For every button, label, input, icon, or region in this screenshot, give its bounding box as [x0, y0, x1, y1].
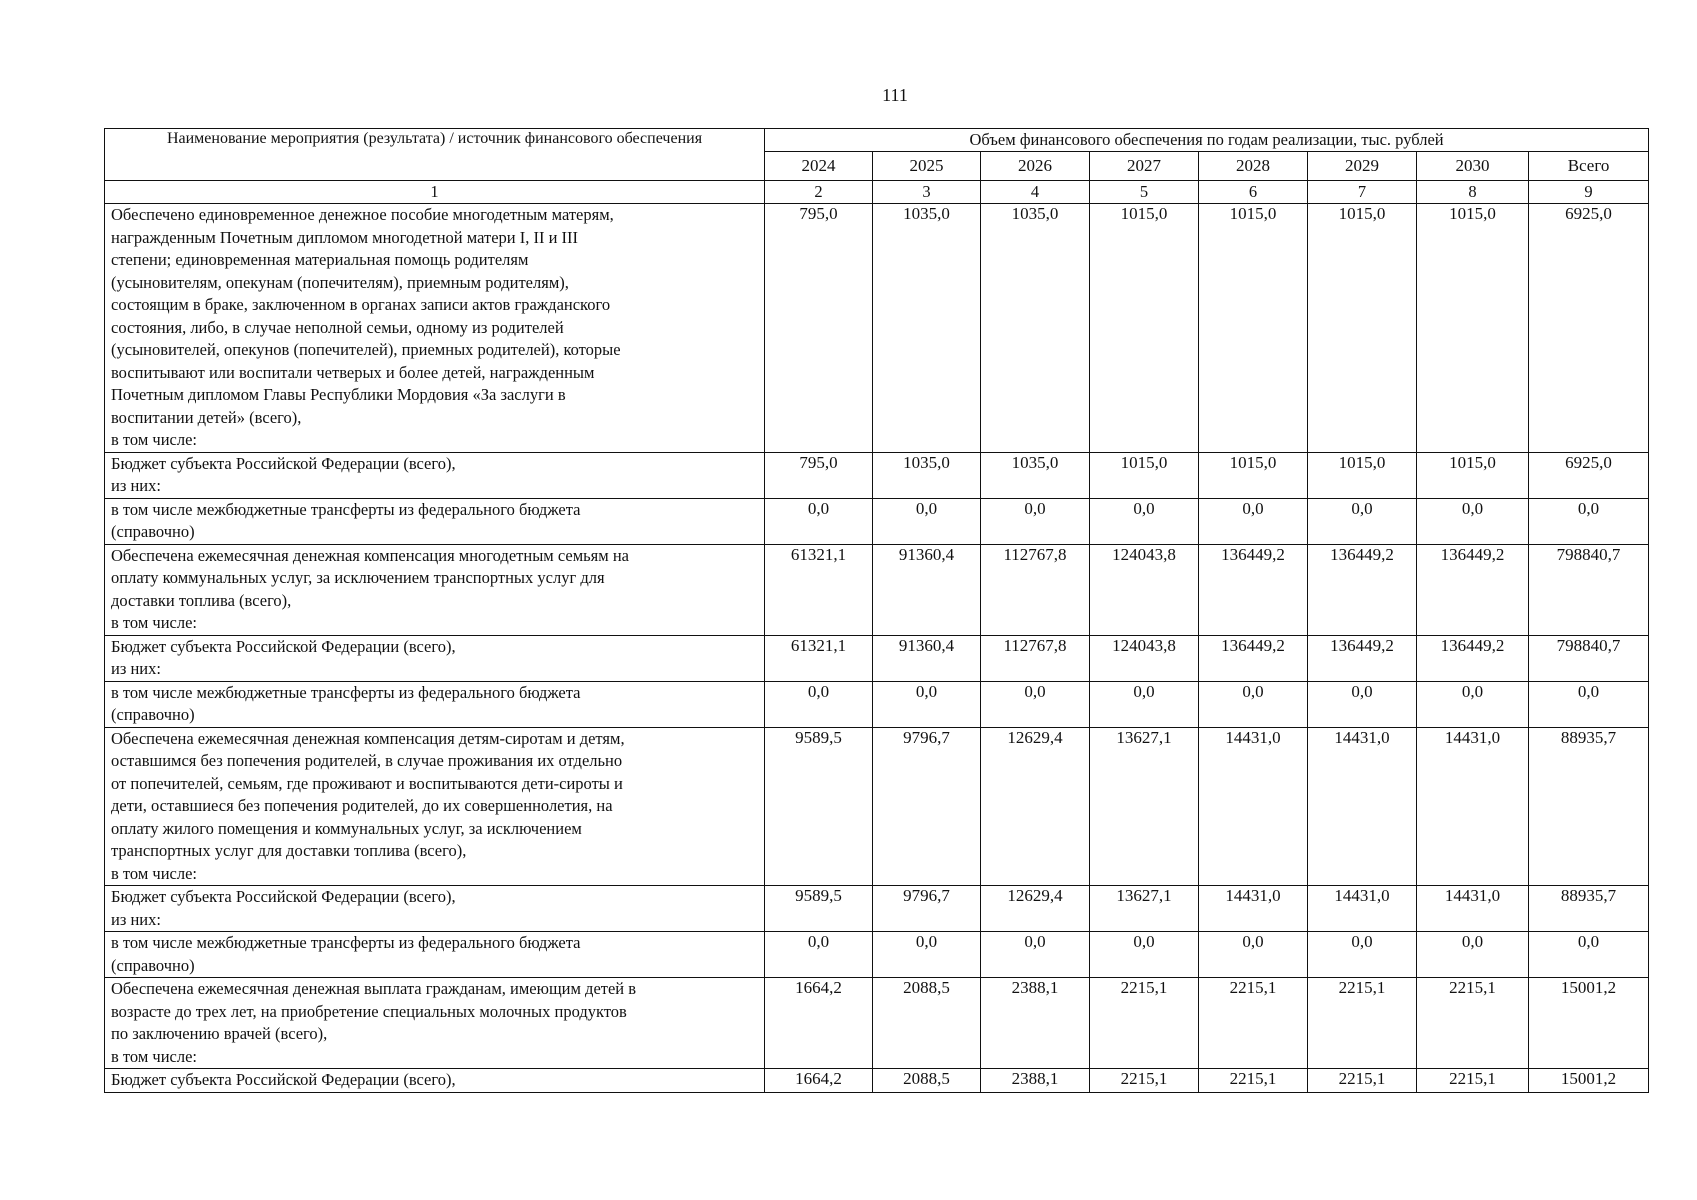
- value-cell: 124043,8: [1090, 544, 1199, 635]
- value-cell: 0,0: [1417, 932, 1529, 978]
- column-number-2: 3: [873, 181, 981, 204]
- table-row: [105, 452, 1649, 498]
- value-cell: 1015,0: [1090, 452, 1199, 498]
- value-cell: 0,0: [1417, 498, 1529, 544]
- row-name-line: (справочно): [111, 705, 195, 724]
- column-number-5: 6: [1199, 181, 1308, 204]
- column-number-4: 5: [1090, 181, 1199, 204]
- value-cell: 14431,0: [1199, 727, 1308, 886]
- row-name-line: в том числе:: [111, 863, 198, 883]
- row-name-line: из них:: [111, 909, 161, 929]
- table-row: [105, 727, 1649, 886]
- value-cell: 0,0: [1308, 498, 1417, 544]
- table-row: [105, 498, 1649, 544]
- value-cell: 2215,1: [1090, 1069, 1199, 1093]
- row-name-cell: [105, 886, 765, 932]
- row-name-line: дети, оставшиеся без попечения родителей, до их совершеннолетия, на: [111, 796, 613, 815]
- row-name-line: в том числе:: [111, 1046, 198, 1066]
- value-cell: 0,0: [1529, 681, 1649, 727]
- row-name-line: оплату жилого помещения и коммунальных услуг, за исключением: [111, 818, 582, 838]
- value-cell: 14431,0: [1417, 886, 1529, 932]
- value-cell: 795,0: [765, 452, 873, 498]
- value-cell: 14431,0: [1417, 727, 1529, 886]
- row-name-line: в том числе межбюджетные трансферты из федерального бюджета: [111, 499, 581, 519]
- column-number-6: 7: [1308, 181, 1417, 204]
- row-name-line: в том числе межбюджетные трансферты из федерального бюджета: [111, 682, 581, 702]
- value-cell: 1015,0: [1417, 204, 1529, 453]
- value-cell: 0,0: [981, 932, 1090, 978]
- value-cell: 0,0: [981, 498, 1090, 544]
- financing-table: [104, 128, 1649, 1093]
- value-cell: 9589,5: [765, 886, 873, 932]
- row-name-line: доставки топлива (всего),: [111, 590, 292, 610]
- row-name-cell: [105, 635, 765, 681]
- row-name-line: в том числе межбюджетные трансферты из федерального бюджета: [111, 933, 581, 952]
- value-cell: 0,0: [873, 932, 981, 978]
- value-cell: 0,0: [981, 681, 1090, 727]
- value-cell: 0,0: [1417, 681, 1529, 727]
- value-cell: 112767,8: [981, 635, 1090, 681]
- value-cell: 112767,8: [981, 544, 1090, 635]
- value-cell: 136449,2: [1308, 544, 1417, 635]
- value-cell: 1015,0: [1417, 452, 1529, 498]
- value-cell: 0,0: [1199, 932, 1308, 978]
- value-cell: 0,0: [1308, 932, 1417, 978]
- value-cell: 136449,2: [1417, 635, 1529, 681]
- row-name-line: возрасте до трех лет, на приобретение специальных молочных продуктов: [111, 1001, 627, 1021]
- value-cell: 0,0: [765, 932, 873, 978]
- value-cell: 61321,1: [765, 635, 873, 681]
- value-cell: 6925,0: [1529, 204, 1649, 453]
- row-name-cell: [105, 544, 765, 635]
- value-cell: 91360,4: [873, 544, 981, 635]
- value-cell: 136449,2: [1308, 635, 1417, 681]
- column-number-8: 9: [1529, 181, 1649, 204]
- header-volume-group: Объем финансового обеспечения по годам реализации, тыс. рублей: [765, 129, 1649, 152]
- value-cell: 15001,2: [1529, 1069, 1649, 1093]
- value-cell: 14431,0: [1308, 727, 1417, 886]
- value-cell: 2215,1: [1308, 1069, 1417, 1093]
- column-number-3: 4: [981, 181, 1090, 204]
- value-cell: 0,0: [1090, 498, 1199, 544]
- row-name-line: Обеспечена ежемесячная денежная компенсация детям-сиротам и детям,: [111, 728, 625, 748]
- value-cell: 9589,5: [765, 727, 873, 886]
- row-name-line: транспортных услуг для доставки топлива (всего),: [111, 841, 467, 860]
- value-cell: 0,0: [1090, 932, 1199, 978]
- row-name-line: Обеспечена ежемесячная денежная выплата гражданам, имеющим детей в: [111, 979, 637, 998]
- value-cell: 6925,0: [1529, 452, 1649, 498]
- header-year-2: 2026: [981, 152, 1090, 181]
- row-name-cell: [105, 727, 765, 886]
- value-cell: 2088,5: [873, 978, 981, 1069]
- row-name-line: по заключению врачей (всего),: [111, 1024, 328, 1043]
- value-cell: 2215,1: [1199, 978, 1308, 1069]
- value-cell: 2088,5: [873, 1069, 981, 1093]
- column-number-1: 2: [765, 181, 873, 204]
- row-name-line: награжденным Почетным дипломом многодетной матери I, II и III: [111, 227, 579, 247]
- value-cell: 0,0: [1529, 932, 1649, 978]
- row-name-line: из них:: [111, 659, 161, 678]
- value-cell: 0,0: [1529, 498, 1649, 544]
- value-cell: 12629,4: [981, 727, 1090, 886]
- value-cell: 0,0: [765, 681, 873, 727]
- value-cell: 0,0: [1199, 498, 1308, 544]
- value-cell: 1015,0: [1308, 204, 1417, 453]
- table-body: [105, 204, 1649, 1093]
- row-name-line: (усыновителей, опекунов (попечителей), приемных родителей), которые: [111, 340, 621, 359]
- header-year-6: 2030: [1417, 152, 1529, 181]
- value-cell: 2215,1: [1090, 978, 1199, 1069]
- value-cell: 798840,7: [1529, 544, 1649, 635]
- value-cell: 1035,0: [981, 204, 1090, 453]
- value-cell: 9796,7: [873, 727, 981, 886]
- row-name-cell: [105, 681, 765, 727]
- table-row: [105, 681, 1649, 727]
- value-cell: 0,0: [1090, 681, 1199, 727]
- value-cell: 0,0: [873, 498, 981, 544]
- row-name-cell: [105, 932, 765, 978]
- value-cell: 798840,7: [1529, 635, 1649, 681]
- row-name-line: от попечителей, семьям, где проживают и воспитываются дети-сироты и: [111, 773, 623, 793]
- column-number-0: 1: [105, 181, 765, 204]
- value-cell: 1035,0: [981, 452, 1090, 498]
- row-name-line: из них:: [111, 476, 161, 495]
- value-cell: 12629,4: [981, 886, 1090, 932]
- value-cell: 13627,1: [1090, 886, 1199, 932]
- row-name-line: (справочно): [111, 955, 195, 975]
- row-name-line: степени; единовременная материальная помощь родителям: [111, 250, 529, 269]
- value-cell: 2388,1: [981, 1069, 1090, 1093]
- value-cell: 13627,1: [1090, 727, 1199, 886]
- column-number-7: 8: [1417, 181, 1529, 204]
- row-name-line: (усыновителям, опекунам (попечителям), приемным родителям),: [111, 272, 569, 292]
- row-name-line: Обеспечено единовременное денежное пособие многодетным матерям,: [111, 205, 614, 224]
- value-cell: 2215,1: [1417, 1069, 1529, 1093]
- table-row: [105, 1069, 1649, 1093]
- page-number: 111: [882, 85, 908, 105]
- value-cell: 1035,0: [873, 204, 981, 453]
- row-name-line: оплату коммунальных услуг, за исключением транспортных услуг для: [111, 568, 605, 587]
- value-cell: 1664,2: [765, 978, 873, 1069]
- header-year-5: 2029: [1308, 152, 1417, 181]
- header-year-4: 2028: [1199, 152, 1308, 181]
- row-name-line: Обеспечена ежемесячная денежная компенсация многодетным семьям на: [111, 545, 629, 565]
- header-year-3: 2027: [1090, 152, 1199, 181]
- header-name-column: Наименование мероприятия (результата) / источник финансового обеспечения: [105, 129, 765, 181]
- row-name-line: Бюджет субъекта Российской Федерации (всего),: [111, 887, 456, 906]
- header-year-1: 2025: [873, 152, 981, 181]
- header-year-0: 2024: [765, 152, 873, 181]
- value-cell: 14431,0: [1308, 886, 1417, 932]
- column-numbers-row: [105, 181, 1649, 204]
- row-name-line: состоящим в браке, заключенном в органах записи актов гражданского: [111, 295, 611, 314]
- value-cell: 124043,8: [1090, 635, 1199, 681]
- value-cell: 1015,0: [1199, 452, 1308, 498]
- row-name-line: Бюджет субъекта Российской Федерации (всего),: [111, 636, 456, 656]
- value-cell: 0,0: [1308, 681, 1417, 727]
- row-name-line: Бюджет субъекта Российской Федерации (всего),: [111, 1070, 456, 1089]
- value-cell: 91360,4: [873, 635, 981, 681]
- row-name-line: в том числе:: [111, 430, 198, 449]
- row-name-line: воспитании детей» (всего),: [111, 407, 302, 427]
- value-cell: 1015,0: [1199, 204, 1308, 453]
- table-header: [105, 129, 1649, 204]
- value-cell: 88935,7: [1529, 886, 1649, 932]
- row-name-line: оставшимся без попечения родителей, в случае проживания их отдельно: [111, 751, 623, 770]
- row-name-line: воспитывают или воспитали четверых и более детей, награжденным: [111, 362, 595, 382]
- row-name-cell: [105, 1069, 765, 1093]
- row-name-cell: [105, 452, 765, 498]
- table-row: [105, 932, 1649, 978]
- value-cell: 136449,2: [1199, 635, 1308, 681]
- value-cell: 0,0: [765, 498, 873, 544]
- row-name-cell: [105, 498, 765, 544]
- value-cell: 15001,2: [1529, 978, 1649, 1069]
- value-cell: 1015,0: [1090, 204, 1199, 453]
- value-cell: 795,0: [765, 204, 873, 453]
- table-row: [105, 635, 1649, 681]
- row-name-cell: [105, 978, 765, 1069]
- value-cell: 0,0: [873, 681, 981, 727]
- value-cell: 61321,1: [765, 544, 873, 635]
- value-cell: 2215,1: [1199, 1069, 1308, 1093]
- row-name-line: Почетным дипломом Главы Республики Мордовия «За заслуги в: [111, 385, 566, 404]
- value-cell: 14431,0: [1199, 886, 1308, 932]
- row-name-line: Бюджет субъекта Российской Федерации (всего),: [111, 453, 456, 473]
- value-cell: 0,0: [1199, 681, 1308, 727]
- value-cell: 88935,7: [1529, 727, 1649, 886]
- value-cell: 2388,1: [981, 978, 1090, 1069]
- row-name-line: в том числе:: [111, 613, 198, 632]
- table-row: [105, 886, 1649, 932]
- row-name-cell: [105, 204, 765, 453]
- value-cell: 136449,2: [1417, 544, 1529, 635]
- value-cell: 9796,7: [873, 886, 981, 932]
- value-cell: 2215,1: [1417, 978, 1529, 1069]
- table-row: [105, 204, 1649, 453]
- value-cell: 1035,0: [873, 452, 981, 498]
- value-cell: 1015,0: [1308, 452, 1417, 498]
- row-name-line: состояния, либо, в случае неполной семьи, одному из родителей: [111, 317, 564, 337]
- table-row: [105, 544, 1649, 635]
- value-cell: 1664,2: [765, 1069, 873, 1093]
- value-cell: 136449,2: [1199, 544, 1308, 635]
- row-name-line: (справочно): [111, 522, 195, 541]
- table-row: [105, 978, 1649, 1069]
- header-year-7: Всего: [1529, 152, 1649, 181]
- value-cell: 2215,1: [1308, 978, 1417, 1069]
